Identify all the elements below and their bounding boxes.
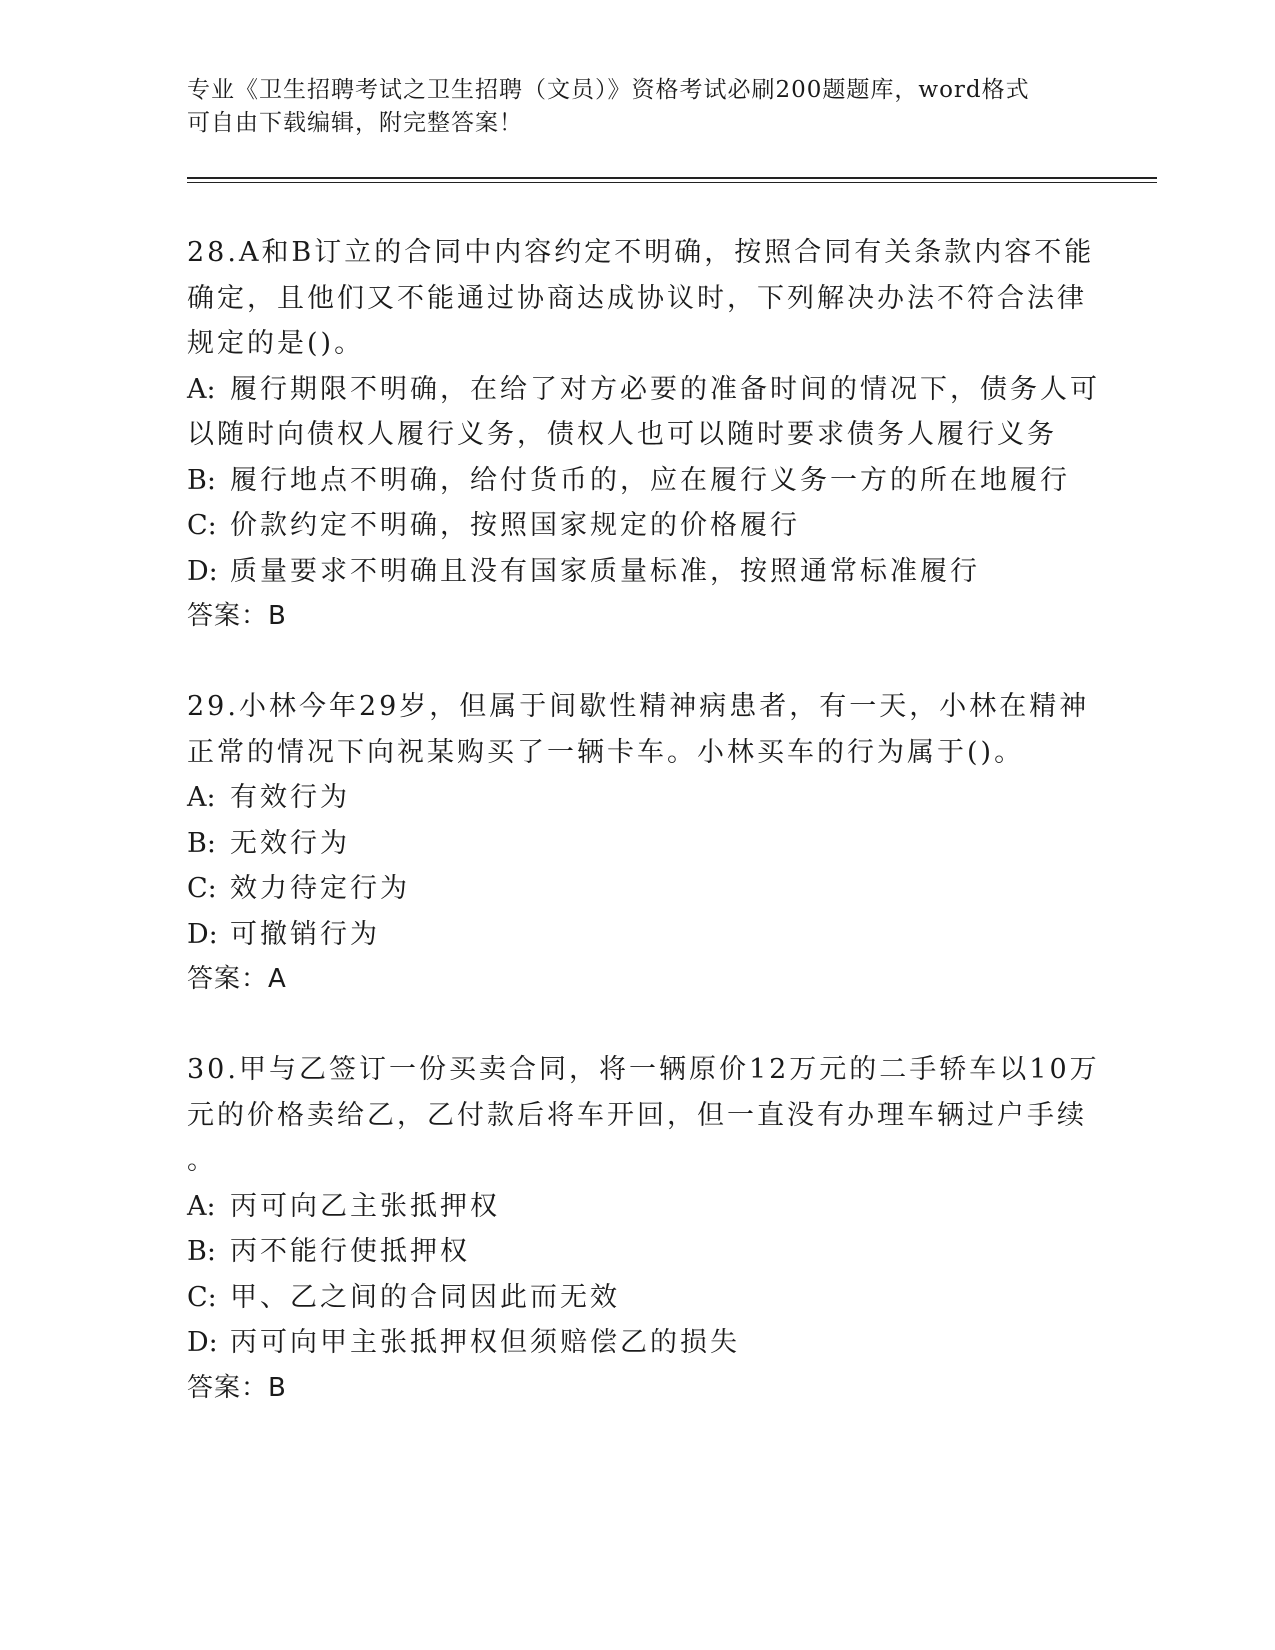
option-d [187,1320,1087,1366]
answer-line: 答案：A [187,964,287,994]
option-letter: B: [187,464,216,496]
option-letter: D: [187,1327,218,1358]
question-stem-line: 。 [187,1145,217,1176]
option-text: 丙不能行使抵押权 [230,1236,470,1267]
option-a [187,775,1087,821]
header-divider [187,177,1157,183]
option-text: 丙可向甲主张抵押权但须赔偿乙的损失 [230,1327,740,1358]
option-b [187,821,1087,867]
question-stem-line: 正常的情况下向祝某购买了一辆卡车。小林买车的行为属于()。 [187,736,1025,768]
option-text: 甲、乙之间的合同因此而无效 [230,1281,620,1313]
option-letter: D: [187,555,218,587]
header-line-2: 可自由下载编辑，附完整答案！ [187,110,523,136]
question-28 [187,230,1100,639]
option-d [187,549,1087,595]
option-text: 质量要求不明确且没有国家质量标准，按照通常标准履行 [230,555,980,587]
option-text: 履行地点不明确，给付货币的，应在履行义务一方的所在地履行 [230,464,1070,496]
option-text: 履行期限不明确，在给了对方必要的准备时间的情况下，债务人可 [230,373,1100,405]
option-letter: D: [187,918,218,950]
question-stem-line: 30.甲与乙签订一份买卖合同，将一辆原价12万元的二手轿车以10万 [187,1054,1100,1085]
option-text: 丙可向乙主张抵押权 [230,1190,500,1222]
option-text: 有效行为 [230,782,350,813]
option-letter: B: [187,1236,216,1267]
option-a [187,367,1100,413]
option-letter: A: [187,1190,216,1222]
option-c [187,1275,1087,1321]
answer-line: 答案：B [187,1372,287,1403]
question-stem-line: 29.小林今年29岁，但属于间歇性精神病患者，有一天，小林在精神 [187,691,1090,722]
question-stem-line: 确定，且他们又不能通过协商达成协议时，下列解决办法不符合法律 [187,282,1087,314]
option-letter: C: [187,1281,217,1313]
answer-line: 答案：B [187,601,287,631]
question-stem-line: 元的价格卖给乙，乙付款后将车开回，但一直没有办理车辆过户手续 [187,1099,1087,1131]
option-text: 可撤销行为 [230,918,380,950]
option-text: 无效行为 [230,827,350,859]
question-list [187,230,1100,1456]
option-b [187,1229,1087,1275]
option-letter: A: [187,373,216,405]
option-c [187,866,1087,912]
option-d [187,912,1087,958]
option-b [187,458,1087,504]
option-c [187,503,1087,549]
option-a-continued: 以随时向债权人履行义务，债权人也可以随时要求债务人履行义务 [187,419,1057,450]
question-29 [187,684,1090,1002]
option-text: 效力待定行为 [230,873,410,904]
option-letter: B: [187,827,216,859]
option-letter: A: [187,782,216,813]
option-letter: C: [187,873,217,904]
option-text: 价款约定不明确，按照国家规定的价格履行 [230,510,800,541]
header-line-1: 专业《卫生招聘考试之卫生招聘（文员）》资格考试必刷200题题库，word格式 [187,77,1030,103]
question-stem-line: 28.A和B订立的合同中内容约定不明确，按照合同有关条款内容不能 [187,237,1095,268]
option-letter: C: [187,510,217,541]
question-30 [187,1047,1100,1411]
option-a [187,1184,1087,1230]
question-stem-line: 规定的是()。 [187,328,365,359]
document-header [187,74,1067,140]
